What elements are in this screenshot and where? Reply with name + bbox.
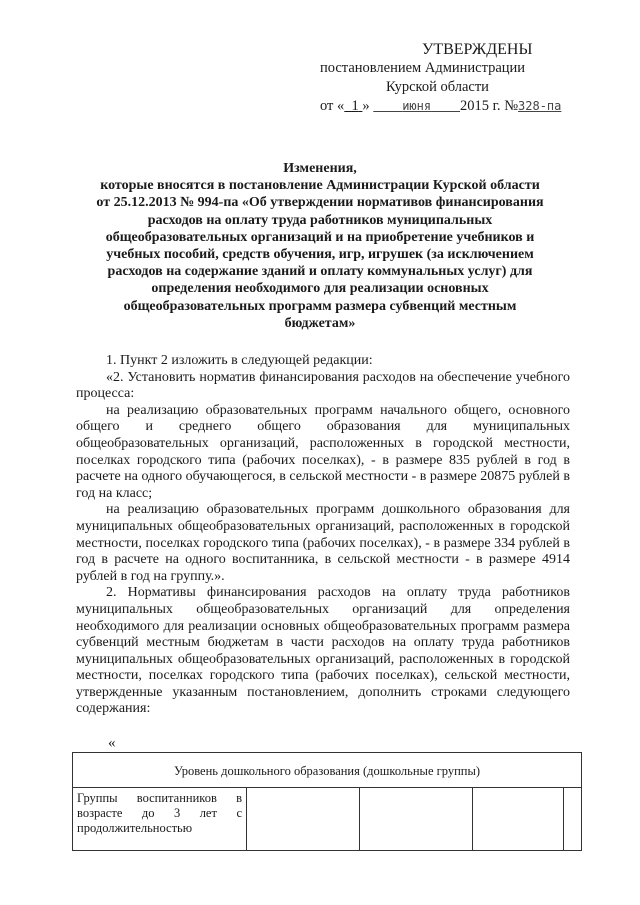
table-header-row <box>73 753 582 788</box>
document-body <box>76 353 570 718</box>
heading-line: расходов на содержание зданий и оплату коммунальных услуг) для <box>107 264 533 280</box>
table-header-cell: Уровень дошкольного образования (дошкольные группы) <box>73 753 582 788</box>
paragraph-2: «2. Установить норматив финансирования расходов на обеспечение учебного процесса: <box>76 369 570 402</box>
table-cell <box>360 788 473 851</box>
heading-line: расходов на оплату труда работников муниципальных <box>147 212 493 228</box>
table-cell-label: Группы воспитанников в возрасте до 3 лет с продолжительностью <box>73 788 247 851</box>
heading-line: от 25.12.2013 № 994-па «Об утверждении нормативов финансирования <box>96 195 544 211</box>
date-month: июня <box>402 99 432 113</box>
document-number: 328-па <box>518 99 562 113</box>
approval-block <box>300 40 600 116</box>
approval-date-line <box>320 97 600 116</box>
approval-resolution: постановлением Администрации <box>320 60 526 76</box>
heading-line: которые вносятся в постановление Администрации Курской области <box>100 178 540 194</box>
paragraph-4: на реализацию образовательных программ дошкольного образования для муниципальных общеобразовательных организаций, расположенных в городской местности, поселках городского типа (рабочих поселках), - в размере 334 рублей в год в расчете на одного воспитанника, в сельской местности - в размере 4914 рублей в год на группу.». <box>76 502 570 584</box>
heading-line: общеобразовательных организаций и на приобретение учебников и <box>105 229 535 245</box>
table-cell <box>564 788 582 851</box>
table-cell <box>473 788 564 851</box>
paragraph-5: 2. Нормативы финансирования расходов на оплату труда работников муниципальных общеобразовательных организаций для определения необходимого для реализации основных общеобразовательных программ размера субвенций местным бюджетам в части расходов на оплату труда работников муниципальных общеобразовательных организаций, расположенных в городской местности, поселках городского типа (рабочих поселках), сельской местности, утвержденные указанным постановлением, дополнить строками следующего содержания: <box>76 585 570 717</box>
paragraph-3: на реализацию образовательных программ начального общего, основного общего и среднего общего образования для муниципальных общеобразовательных организаций, расположенных в городской местности, поселках городского типа (рабочих поселках), - в размере 835 рублей в год в расчете на одного обучающегося, в сельской местности - в размере 20875 рублей в год на класс; <box>76 402 570 501</box>
approval-title: УТВЕРЖДЕНЫ <box>422 41 533 58</box>
approval-region: Курской области <box>386 79 489 95</box>
date-day: 1 <box>351 98 359 114</box>
heading-line: определения необходимого для реализации основных <box>151 281 489 297</box>
heading-line: бюджетам» <box>284 315 356 331</box>
paragraph-1: 1. Пункт 2 изложить в следующей редакции: <box>106 353 373 368</box>
table-cell <box>247 788 360 851</box>
document-heading <box>56 160 584 332</box>
date-mid: » <box>362 98 370 114</box>
date-prefix: от « <box>320 98 345 114</box>
heading-line: учебных пособий, средств обучения, игр, игрушек (за исключением <box>106 247 534 263</box>
date-year: 2015 г. <box>460 98 501 114</box>
opening-quote-mark: « <box>108 735 116 751</box>
number-prefix: № <box>504 98 519 114</box>
heading-title: Изменения, <box>283 161 357 176</box>
table-row <box>73 788 582 851</box>
norms-table <box>72 752 582 851</box>
heading-line: общеобразовательных программ размера субвенций местным <box>123 298 517 314</box>
